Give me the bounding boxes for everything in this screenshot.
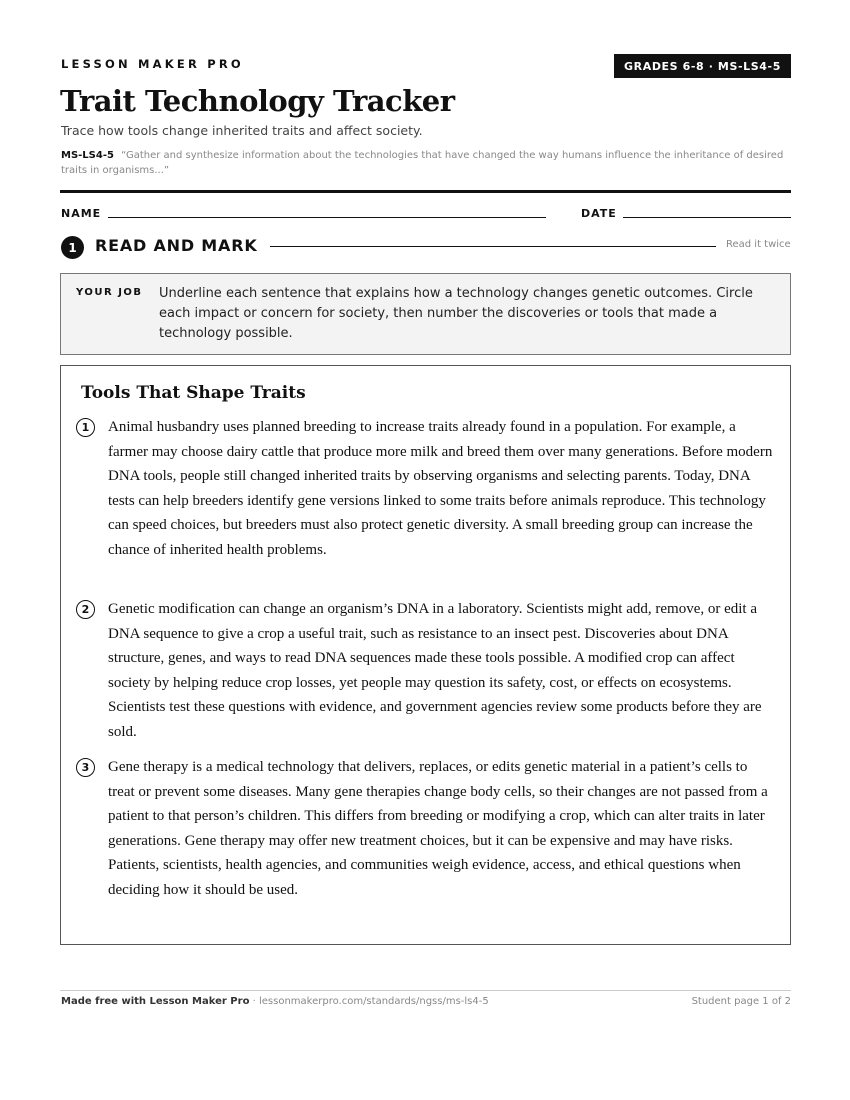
paragraph-number-1: 1 bbox=[76, 418, 95, 437]
instructions-text: Underline each sentence that explains how a technology changes genetic outcomes. Circle each impact or concern for society, then number the discoveries or tools that made a technology possible. bbox=[159, 286, 753, 341]
step-title: READ AND MARK bbox=[95, 236, 258, 255]
standard-quote: “Gather and synthesize information about the technologies that have changed the way humans influence the inheritance of desired traits in organisms...” bbox=[61, 150, 784, 176]
step-divider bbox=[270, 246, 716, 247]
reading-passage bbox=[60, 365, 791, 945]
date-label: DATE bbox=[581, 207, 617, 220]
standard-code: MS-LS4-5 bbox=[61, 150, 114, 161]
paragraph-3: Gene therapy is a medical technology that delivers, replaces, or edits genetic material in a patient’s cells to treat or prevent some diseases. Many gene therapies change body cells, so their changes are not passed from a patient to that person’s children. This differs from breeding or modifying a crop, which can alter traits in later generations. Gene therapy may offer new treatment choices, but it can be expensive and may have risks. Patients, scientists, health agencies, and communities weigh evidence, access, and ethical questions when deciding how it should be used. bbox=[108, 759, 768, 898]
footer-divider bbox=[60, 990, 791, 991]
standard-statement bbox=[61, 148, 791, 178]
step-note: Read it twice bbox=[726, 239, 791, 250]
instructions-label: YOUR JOB bbox=[76, 287, 143, 298]
brand-name: LESSON MAKER PRO bbox=[61, 57, 244, 71]
date-field[interactable] bbox=[623, 217, 791, 218]
paragraph-number-2: 2 bbox=[76, 600, 95, 619]
instructions-box bbox=[60, 273, 791, 355]
paragraph-number-3: 3 bbox=[76, 758, 95, 777]
worksheet-subtitle: Trace how tools change inherited traits and affect society. bbox=[61, 123, 423, 138]
page-indicator: Student page 1 of 2 bbox=[691, 996, 791, 1007]
footer-made-with: Made free with Lesson Maker Pro bbox=[61, 996, 250, 1007]
footer-credit bbox=[61, 996, 489, 1007]
name-label: NAME bbox=[61, 207, 102, 220]
grade-badge: GRADES 6-8 · MS-LS4-5 bbox=[614, 54, 791, 78]
footer-url[interactable]: · lessonmakerpro.com/standards/ngss/ms-ls4-5 bbox=[249, 996, 489, 1007]
worksheet-title: Trait Technology Tracker bbox=[60, 84, 455, 118]
name-field[interactable] bbox=[108, 217, 546, 218]
reading-title: Tools That Shape Traits bbox=[81, 383, 306, 403]
step-number-badge: 1 bbox=[61, 236, 84, 259]
paragraph-2: Genetic modification can change an organism’s DNA in a laboratory. Scientists might add, remove, or edit a DNA sequence to give a crop a useful trait, such as resistance to an insect pest. Discoveries about DNA structure, genes, and ways to read DNA sequences made these tools possible. A modified crop can affect society by helping reduce crop losses, yet people may question its safety, cost, or effects on ecosystems. Scientists test these questions with evidence, and government agencies review some products before they are sold. bbox=[108, 601, 762, 740]
header-divider bbox=[60, 190, 791, 193]
paragraph-1: Animal husbandry uses planned breeding to increase traits already found in a population. For example, a farmer may choose dairy cattle that produce more milk and breed them over many generations. Before modern DNA tools, people still changed inherited traits by observing organisms and selecting parents. Today, DNA tests can help breeders identify gene versions linked to some traits before animals reproduce. This technology can speed choices, but breeders must also protect genetic diversity. A small breeding group can increase the chance of inherited health problems. bbox=[108, 419, 773, 558]
